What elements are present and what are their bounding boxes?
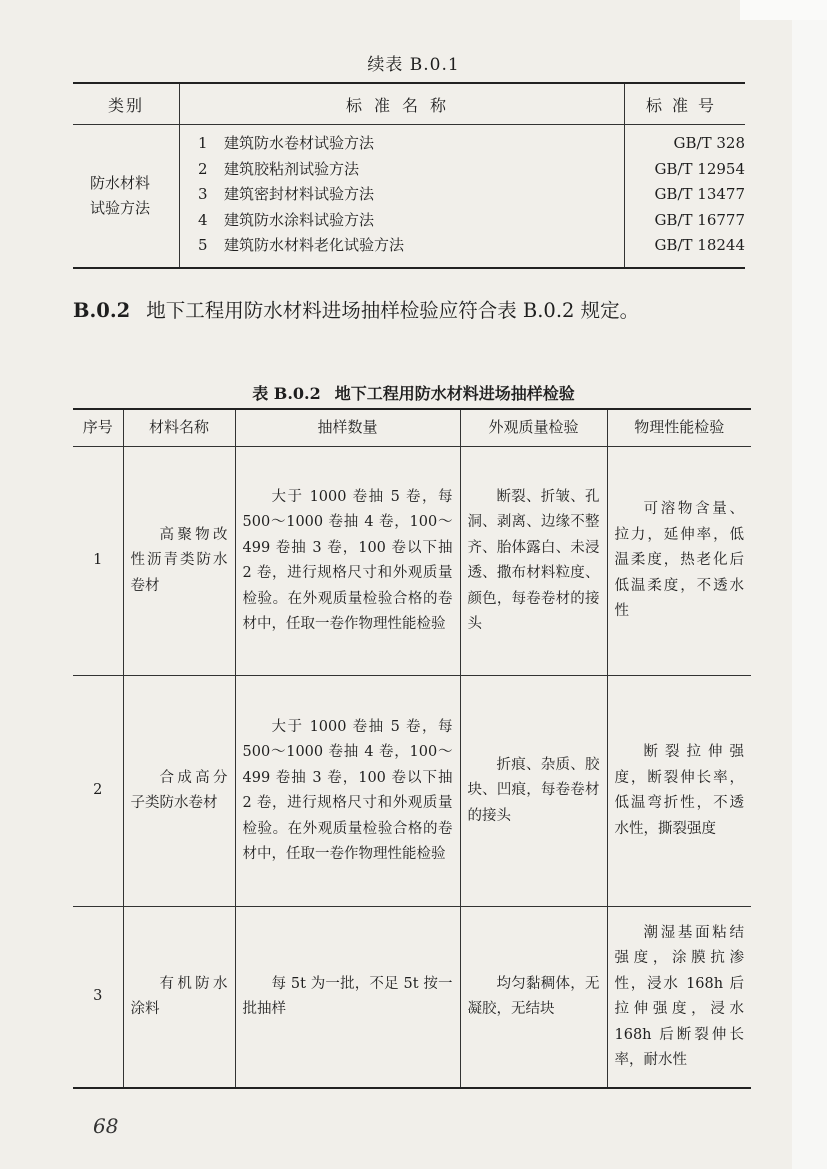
sampling-inspection-table xyxy=(73,408,751,1089)
physical-cell: 潮湿基面粘结强度，涂膜抗渗性，浸水 168h 后拉伸强度，浸水 168h 后断裂伸长率，耐水性 xyxy=(607,907,751,1089)
appearance-cell: 折痕、杂质、胶块、凹痕，每卷卷材的接头 xyxy=(460,676,607,907)
page-number: 68 xyxy=(93,1114,119,1138)
table-row xyxy=(73,676,751,907)
standard-code: GB/T 18244 xyxy=(654,236,745,254)
clause-b02 xyxy=(73,292,753,330)
material-cell: 高聚物改性沥青类防水卷材 xyxy=(123,447,235,676)
sampling-cell: 每 5t 为一批，不足 5t 按一批抽样 xyxy=(235,907,460,1089)
header-material: 材料名称 xyxy=(123,409,235,447)
table-row xyxy=(73,447,751,676)
standard-code: GB/T 12954 xyxy=(654,159,745,178)
header-standard-code: 标准号 xyxy=(625,83,746,125)
table2-caption-title: 地下工程用防水材料进场抽样检验 xyxy=(334,384,575,403)
standard-names-cell xyxy=(180,125,625,268)
physical-cell: 断裂拉伸强度，断裂伸长率，低温弯折性，不透水性，撕裂强度 xyxy=(607,676,751,907)
category-text: 防水材料试验方法 xyxy=(90,173,151,217)
appearance-cell: 断裂、折皱、孔洞、剥离、边缘不整齐、胎体露白、未浸透、撒布材料粒度、颜色，每卷卷材的接头 xyxy=(460,447,607,676)
seq-cell: 3 xyxy=(93,988,103,1005)
table2-caption xyxy=(0,381,827,404)
standard-item: 2 建筑胶粘剂试验方法 xyxy=(198,159,360,178)
standards-table xyxy=(73,82,745,269)
sampling-cell: 大于 1000 卷抽 5 卷，每 500～1000 卷抽 4 卷，100～499 卷抽 3 卷，100 卷以下抽 2 卷，进行规格尺寸和外观质量检验。在外观质量检验合格的卷材中，任取一卷作物理性能检验 xyxy=(235,447,460,676)
appearance-cell: 均匀黏稠体，无凝胶，无结块 xyxy=(460,907,607,1089)
table1-header-row xyxy=(73,83,745,125)
clause-text: 地下工程用防水材料进场抽样检验应符合表 B.0.2 规定。 xyxy=(146,299,640,322)
clause-number: B.0.2 xyxy=(73,299,131,322)
standard-item: 3 建筑密封材料试验方法 xyxy=(198,185,375,203)
table2-caption-number: 表 B.0.2 xyxy=(252,384,321,403)
standard-code: GB/T 328 xyxy=(673,134,745,152)
page-edge-right xyxy=(792,0,827,1169)
category-cell xyxy=(73,125,180,268)
table2-header-row xyxy=(73,409,751,447)
standard-item: 4 建筑防水涂料试验方法 xyxy=(198,210,375,229)
sampling-cell: 大于 1000 卷抽 5 卷，每 500～1000 卷抽 4 卷，100～499 卷抽 3 卷，100 卷以下抽 2 卷，进行规格尺寸和外观质量检验。在外观质量检验合格的卷材中，任取一卷作物理性能检验 xyxy=(235,676,460,907)
standard-item: 5 建筑防水材料老化试验方法 xyxy=(198,236,405,254)
material-cell: 合成高分子类防水卷材 xyxy=(123,676,235,907)
table1-body-row xyxy=(73,125,745,268)
header-standard-name: 标准名称 xyxy=(180,83,625,125)
standard-item: 1 建筑防水卷材试验方法 xyxy=(198,134,375,152)
page-edge-top xyxy=(740,0,827,20)
standard-code: GB/T 16777 xyxy=(654,210,745,229)
header-appearance: 外观质量检验 xyxy=(460,409,607,447)
table-row xyxy=(73,907,751,1089)
seq-cell: 1 xyxy=(73,447,123,676)
header-physical: 物理性能检验 xyxy=(607,409,751,447)
table1-caption: 续表 B.0.1 xyxy=(367,55,460,75)
header-category: 类别 xyxy=(73,83,180,125)
physical-cell: 可溶物含量、拉力，延伸率，低温柔度，热老化后低温柔度，不透水性 xyxy=(607,447,751,676)
seq-cell: 2 xyxy=(73,676,123,907)
material-cell: 有机防水涂料 xyxy=(123,907,235,1089)
standard-code: GB/T 13477 xyxy=(654,185,745,203)
header-seq: 序号 xyxy=(73,409,123,447)
header-sampling: 抽样数量 xyxy=(235,409,460,447)
standard-codes-cell xyxy=(625,125,746,268)
